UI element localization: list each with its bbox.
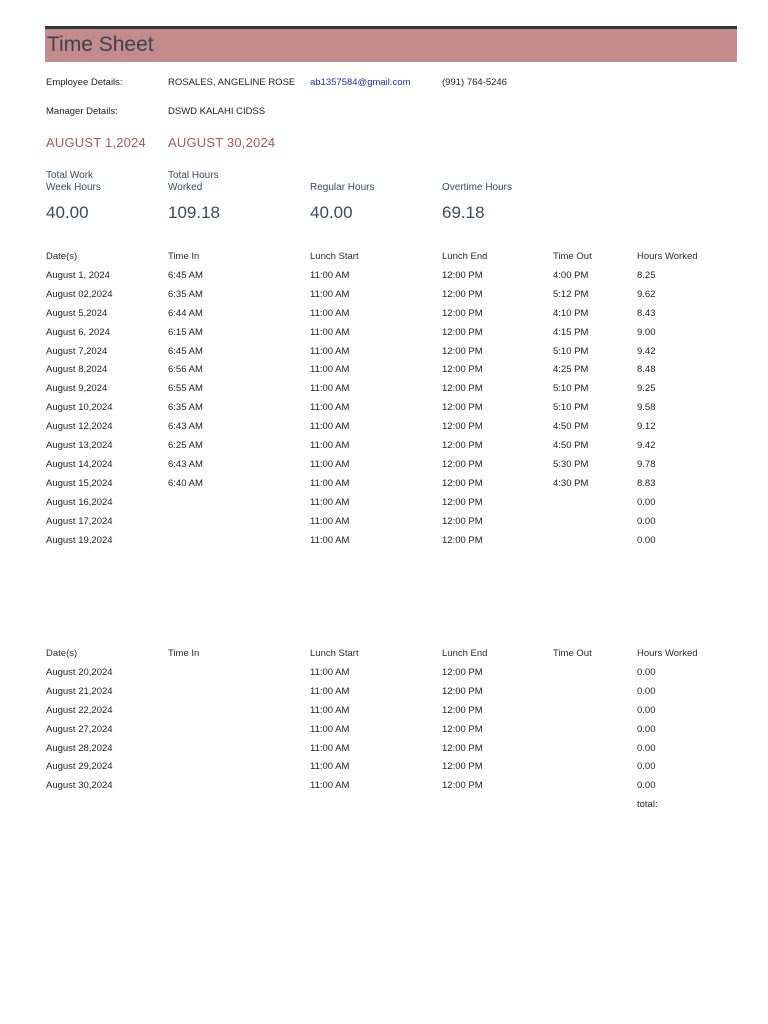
table-cell: 12:00 PM: [442, 761, 483, 773]
table-cell: 11:00 AM: [310, 269, 350, 281]
table-cell: 11:00 AM: [310, 383, 350, 395]
table-cell: August 22,2024: [46, 704, 113, 716]
table-cell: August 20,2024: [46, 666, 113, 678]
table-cell: 12:00 PM: [442, 666, 483, 678]
table-cell: 12:00 PM: [442, 383, 483, 395]
table-cell: August 8,2024: [46, 364, 108, 376]
table-cell: 6:45 AM: [168, 269, 203, 281]
table-cell: 6:55 AM: [168, 383, 203, 395]
column-header: Lunch Start: [310, 251, 359, 262]
column-header: Hours Worked: [637, 251, 698, 262]
table-cell: 12:00 PM: [442, 742, 483, 754]
table-cell: 11:00 AM: [310, 534, 350, 546]
table-cell: August 13,2024: [46, 440, 113, 451]
period-end: AUGUST 30,2024: [168, 135, 276, 150]
table-cell: 6:44 AM: [168, 307, 203, 319]
table-row: [0, 516, 768, 535]
table-cell: 11:00 AM: [310, 723, 350, 735]
table-cell: 4:00 PM: [553, 269, 589, 281]
table-cell: 11:00 AM: [310, 364, 350, 376]
title-bar: [45, 29, 737, 62]
table-cell: 6:43 AM: [168, 458, 203, 470]
table-cell: 0.00: [637, 685, 656, 697]
table-row: [0, 478, 768, 497]
table-cell: 9.78: [637, 458, 656, 470]
table-cell: 4:10 PM: [553, 307, 589, 319]
table-cell: 12:00 PM: [442, 477, 483, 489]
manager-name: DSWD KALAHI CIDSS: [168, 106, 266, 117]
table-cell: 12:00 PM: [442, 307, 483, 319]
table-cell: August 19,2024: [46, 534, 113, 546]
manager-label: Manager Details:: [46, 106, 118, 117]
table-cell: 5:10 PM: [553, 402, 589, 414]
table-cell: 6:15 AM: [168, 326, 203, 338]
table-cell: 0.00: [637, 534, 656, 546]
total-hours-label-line2: Worked: [168, 182, 203, 193]
table-cell: 9.42: [637, 440, 656, 451]
table-cell: 11:00 AM: [310, 477, 350, 489]
table-row: [0, 724, 768, 743]
total-hours-label-line1: Total Hours: [168, 170, 219, 181]
overtime-hours-value: 69.18: [442, 203, 485, 222]
table-cell: August 7,2024: [46, 345, 108, 357]
table-cell: 11:00 AM: [310, 780, 350, 792]
column-header: Lunch End: [442, 648, 488, 659]
table-cell: 12:00 PM: [442, 704, 483, 716]
table-row: [0, 308, 768, 327]
table-cell: 11:00 AM: [310, 515, 350, 527]
table-cell: 8.25: [637, 269, 656, 281]
table-cell: August 9,2024: [46, 383, 108, 395]
table-cell: 0.00: [637, 704, 656, 716]
table-row: [0, 327, 768, 346]
column-header: Lunch End: [442, 251, 488, 262]
table-cell: 11:00 AM: [310, 402, 350, 414]
table-cell: 9.62: [637, 288, 656, 300]
regular-hours-value: 40.00: [310, 203, 353, 222]
table-cell: 12:00 PM: [442, 440, 483, 451]
table-cell: 11:00 AM: [310, 496, 350, 508]
table-row: [0, 346, 768, 365]
table-cell: 12:00 PM: [442, 685, 483, 697]
table-cell: 6:40 AM: [168, 477, 203, 489]
total-work-week-label-line2: Week Hours: [46, 182, 101, 193]
table-cell: 6:56 AM: [168, 364, 203, 376]
table-cell: 11:00 AM: [310, 288, 350, 300]
table-cell: 12:00 PM: [442, 345, 483, 357]
table-header-row: [0, 251, 768, 270]
table-cell: 9.58: [637, 402, 656, 414]
table-cell: 6:25 AM: [168, 440, 203, 451]
table-cell: August 10,2024: [46, 402, 113, 414]
table-cell: August 21,2024: [46, 685, 113, 697]
table-row: [0, 383, 768, 402]
table-row: [0, 459, 768, 478]
table-cell: 6:35 AM: [168, 288, 203, 300]
table-cell: 8.43: [637, 307, 656, 319]
table-cell: 11:00 AM: [310, 685, 350, 697]
table-cell: 4:30 PM: [553, 477, 589, 489]
table-cell: August 29,2024: [46, 761, 113, 773]
total-label: total:: [637, 799, 658, 810]
table-cell: 5:10 PM: [553, 345, 589, 357]
table-cell: 6:43 AM: [168, 421, 203, 433]
table-cell: 8.83: [637, 477, 656, 489]
total-work-week-label-line1: Total Work: [46, 170, 94, 181]
table-cell: August 15,2024: [46, 477, 113, 489]
table-cell: 12:00 PM: [442, 723, 483, 735]
table-cell: 0.00: [637, 761, 656, 773]
table-cell: August 30,2024: [46, 780, 113, 792]
table-row: [0, 421, 768, 440]
table-cell: 12:00 PM: [442, 496, 483, 508]
table-cell: 11:00 AM: [310, 440, 350, 451]
table-cell: 0.00: [637, 742, 656, 754]
table-cell: 11:00 AM: [310, 421, 350, 433]
table-row: [0, 402, 768, 421]
table-cell: 12:00 PM: [442, 402, 483, 414]
table-cell: 9.12: [637, 421, 656, 433]
table-cell: 11:00 AM: [310, 704, 350, 716]
table-row: [0, 686, 768, 705]
overtime-hours-label: Overtime Hours: [442, 182, 513, 193]
table-cell: August 1, 2024: [46, 269, 110, 281]
table-cell: 11:00 AM: [310, 666, 350, 678]
table-cell: 11:00 AM: [310, 742, 350, 754]
table-cell: 12:00 PM: [442, 515, 483, 527]
table-cell: 0.00: [637, 780, 656, 792]
table-cell: 4:50 PM: [553, 440, 589, 451]
table-cell: 11:00 AM: [310, 345, 350, 357]
table-row: [0, 289, 768, 308]
table-cell: August 5,2024: [46, 307, 108, 319]
table-cell: 9.00: [637, 326, 656, 338]
table-cell: 12:00 PM: [442, 421, 483, 433]
employee-label: Employee Details:: [46, 77, 123, 88]
employee-name: ROSALES, ANGELINE ROSE: [168, 77, 296, 88]
table-cell: 5:12 PM: [553, 288, 589, 300]
table-cell: 4:25 PM: [553, 364, 589, 376]
table-cell: August 28,2024: [46, 742, 113, 754]
table-row: [0, 364, 768, 383]
table-cell: 11:00 AM: [310, 761, 350, 773]
regular-hours-label: Regular Hours: [310, 182, 375, 193]
column-header: Time Out: [553, 648, 592, 659]
table-cell: 12:00 PM: [442, 364, 483, 376]
table-row: [0, 270, 768, 289]
table-cell: 8.48: [637, 364, 656, 376]
table-cell: 12:00 PM: [442, 269, 483, 281]
table-cell: 5:10 PM: [553, 383, 589, 395]
table-cell: 0.00: [637, 496, 656, 508]
table-cell: 9.42: [637, 345, 656, 357]
table-cell: 12:00 PM: [442, 780, 483, 792]
table-cell: August 02,2024: [46, 288, 113, 300]
page-title: Time Sheet: [47, 33, 154, 56]
employee-phone: (991) 764-5246: [442, 77, 507, 88]
table-cell: 12:00 PM: [442, 326, 483, 338]
table-cell: August 17,2024: [46, 515, 113, 527]
column-header: Time Out: [553, 251, 592, 262]
table-cell: 11:00 AM: [310, 326, 350, 338]
table-row: [0, 780, 768, 799]
column-header: Time In: [168, 251, 200, 262]
table-cell: 5:30 PM: [553, 458, 589, 470]
total-hours-label: [168, 170, 219, 194]
table-cell: August 6, 2024: [46, 326, 110, 338]
table-cell: 6:45 AM: [168, 345, 203, 357]
table-cell: August 27,2024: [46, 723, 113, 735]
table-cell: 0.00: [637, 666, 656, 678]
total-work-week-value: 40.00: [46, 203, 89, 222]
table-cell: August 16,2024: [46, 496, 113, 508]
column-header: Date(s): [46, 648, 78, 659]
column-header: Time In: [168, 648, 200, 659]
employee-email-link[interactable]: ab1357584@gmail.com: [310, 77, 411, 88]
table-cell: 4:15 PM: [553, 326, 589, 338]
column-header: Date(s): [46, 251, 78, 262]
column-header: Lunch Start: [310, 648, 359, 659]
table-row: [0, 535, 768, 554]
table-cell: 9.25: [637, 383, 656, 395]
table-row: [0, 667, 768, 686]
table-cell: 12:00 PM: [442, 288, 483, 300]
table-cell: 11:00 AM: [310, 458, 350, 470]
table-cell: 4:50 PM: [553, 421, 589, 433]
total-work-week-label: [46, 170, 101, 194]
table-cell: August 12,2024: [46, 421, 113, 433]
table-header-row: [0, 648, 768, 667]
column-header: Hours Worked: [637, 648, 698, 659]
table-row: [0, 705, 768, 724]
table-cell: 0.00: [637, 515, 656, 527]
table-cell: August 14,2024: [46, 458, 113, 470]
period-start: AUGUST 1,2024: [46, 135, 146, 150]
table-row: [0, 761, 768, 780]
table-cell: 12:00 PM: [442, 458, 483, 470]
table-cell: 0.00: [637, 723, 656, 735]
table-cell: 11:00 AM: [310, 307, 350, 319]
table-row: [0, 497, 768, 516]
table-cell: 12:00 PM: [442, 534, 483, 546]
total-hours-value: 109.18: [168, 203, 220, 222]
table-cell: 6:35 AM: [168, 402, 203, 414]
table-row: [0, 743, 768, 762]
table-row: [0, 440, 768, 459]
